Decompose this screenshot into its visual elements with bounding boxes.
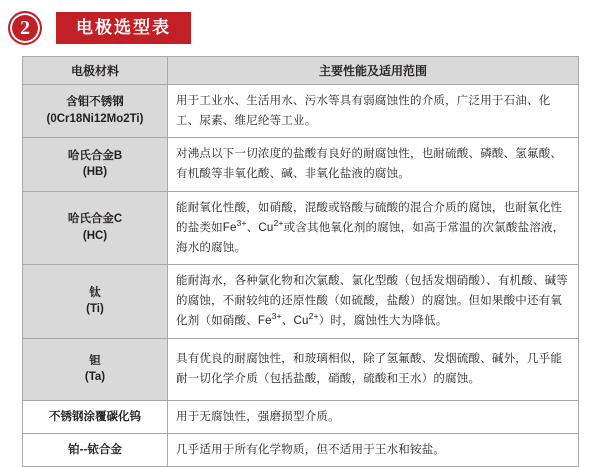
cell-material bbox=[23, 191, 168, 264]
material-name-line2: (Ta) bbox=[84, 371, 106, 384]
desc-part: 、Cu bbox=[246, 221, 274, 234]
cell-description bbox=[168, 264, 579, 338]
material-name-line1: 哈氏合金C bbox=[67, 213, 123, 226]
table-row bbox=[23, 400, 579, 433]
column-header-description: 主要性能及适用范围 bbox=[168, 57, 579, 85]
cell-description: 几乎适用于所有化学物质，但不适用于王水和铵盐。 bbox=[168, 434, 579, 467]
desc-part: 、Cu bbox=[281, 315, 309, 328]
cell-description bbox=[168, 191, 579, 264]
page-header bbox=[0, 8, 191, 48]
material-name-line2: (Ti) bbox=[86, 303, 104, 316]
cell-description: 对沸点以下一切浓度的盐酸有良好的耐腐蚀性，也耐硫酸、磷酸、氢氟酸、有机酸等非氧化酸、碱、非氧化盐液的腐蚀。 bbox=[168, 138, 579, 191]
material-name-line1: 不锈钢涂覆碳化钨 bbox=[49, 410, 141, 423]
table-header-row bbox=[23, 57, 579, 85]
cell-material bbox=[23, 85, 168, 138]
material-name-line2: (0Cr18Ni12Mo2Ti) bbox=[46, 113, 144, 126]
desc-part: 或含其他氧化剂的腐蚀，如高于常温的次氯酸盐溶液，海水的腐蚀。 bbox=[176, 221, 565, 254]
page-title: 电极选型表 bbox=[56, 12, 191, 44]
material-name-line1: 哈氏合金B bbox=[67, 149, 123, 162]
desc-superscript: 3+ bbox=[271, 311, 282, 322]
desc-part: 盐类如Fe bbox=[187, 221, 237, 234]
cell-material bbox=[23, 434, 168, 467]
desc-superscript: 2+ bbox=[308, 311, 319, 322]
column-header-material: 电极材料 bbox=[23, 57, 168, 85]
desc-part: ）时，腐蚀性大为降低。 bbox=[318, 315, 448, 328]
desc-superscript: 3+ bbox=[236, 217, 247, 228]
electrode-selection-table bbox=[22, 56, 579, 467]
material-name-line2: (HC) bbox=[82, 229, 108, 242]
table-row bbox=[23, 338, 579, 400]
table-row bbox=[23, 434, 579, 467]
cell-material bbox=[23, 264, 168, 338]
cell-material bbox=[23, 400, 168, 433]
cell-material bbox=[23, 138, 168, 191]
table-row bbox=[23, 264, 579, 338]
desc-part: 能耐氧化性酸，如硝酸，混酸或铬酸与硫酸的混合介质的腐蚀，也耐氧化性的 bbox=[176, 201, 563, 234]
cell-description: 用于工业水、生活用水、污水等具有弱腐蚀性的介质，广泛用于石油、化工、尿素、维尼纶等工业。 bbox=[168, 85, 579, 138]
cell-material bbox=[23, 338, 168, 400]
cell-description: 具有优良的耐腐蚀性，和玻璃相似，除了氢氟酸、发烟硫酸、碱外，几乎能耐一切化学介质（包括盐酸，硝酸，硫酸和王水）的腐蚀。 bbox=[168, 338, 579, 400]
table-row bbox=[23, 191, 579, 264]
material-name-line2: (HB) bbox=[82, 166, 108, 179]
electrode-selection-table-wrapper bbox=[22, 56, 578, 467]
cell-description: 用于无腐蚀性，强磨损型介质。 bbox=[168, 400, 579, 433]
material-name-line1: 含钼不锈钢 bbox=[66, 96, 124, 109]
material-name-line1: 钛 bbox=[89, 286, 101, 299]
table-row bbox=[23, 85, 579, 138]
material-name-line1: 钽 bbox=[89, 354, 101, 367]
desc-superscript: 2+ bbox=[273, 217, 284, 228]
section-number-badge: 2 bbox=[8, 11, 42, 45]
material-name-line1: 铂--铱合金 bbox=[68, 443, 122, 456]
table-row bbox=[23, 138, 579, 191]
desc-part: 能耐海水，各种氯化物和次氯酸、氯化型酸（包括发烟硝酸）、有机酸、碱等的腐蚀，不耐较纯的还原性酸（如硫酸，盐酸）的腐蚀。但如果酸中还有氧化剂（如硝酸、Fe bbox=[176, 275, 569, 328]
